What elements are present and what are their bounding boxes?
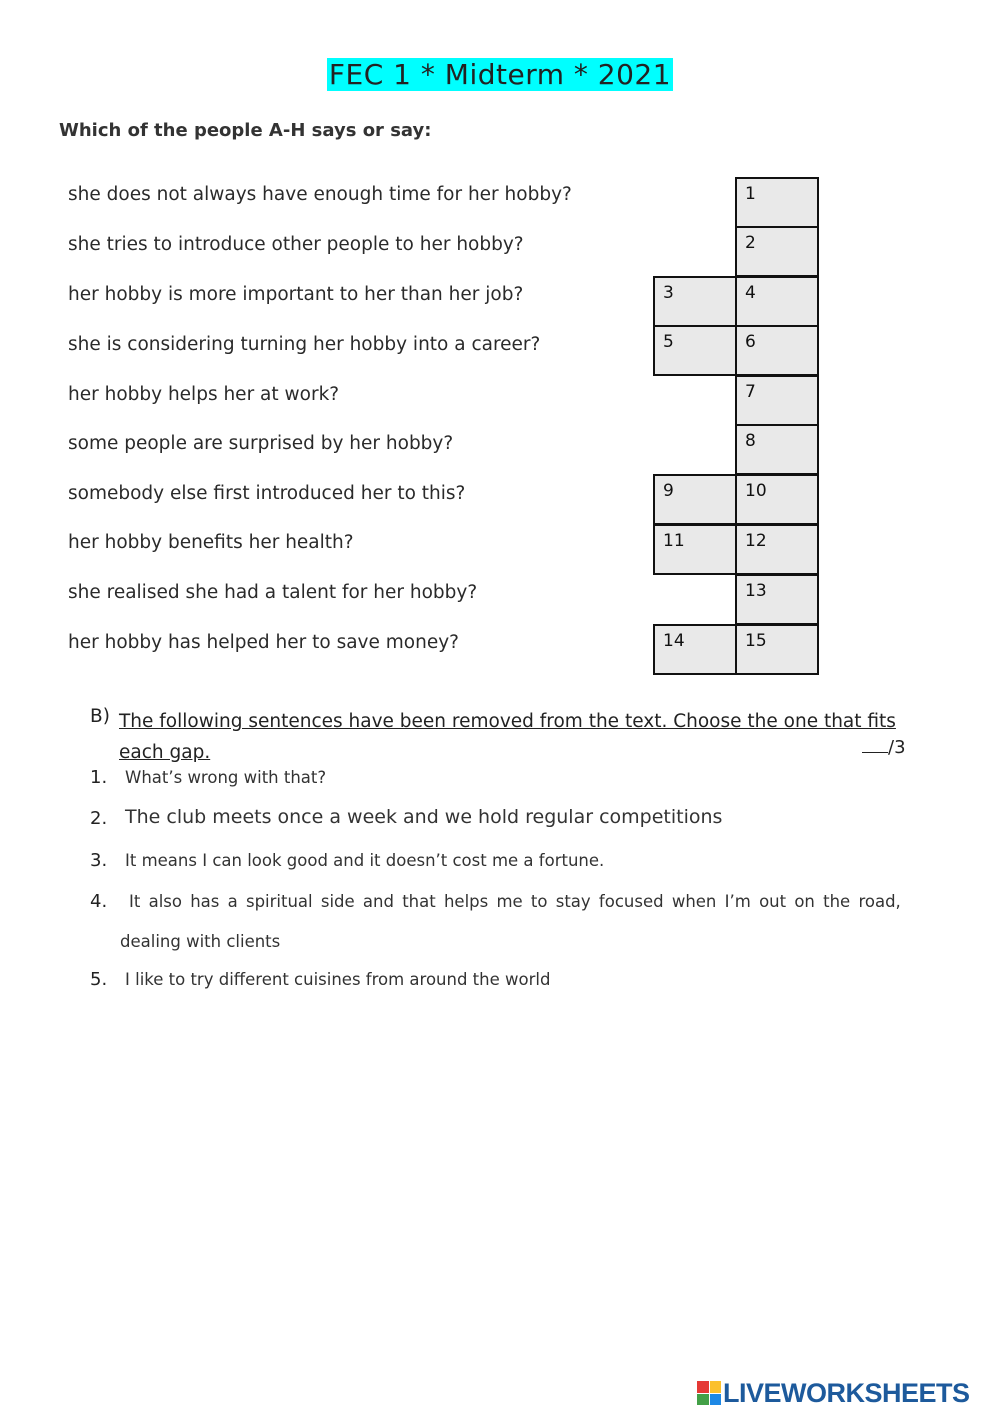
- score-total: /3: [888, 737, 906, 758]
- sentence-4: It also has a spiritual side and that helps me to stay focused when I’m out on the road,: [129, 892, 901, 911]
- logo-text: LIVEWORKSHEETS: [723, 1377, 970, 1408]
- sentence-number-3: 3.: [90, 850, 108, 871]
- answer-box-5[interactable]: 5: [653, 325, 737, 376]
- title-text: FEC 1 * Midterm * 2021: [328, 58, 672, 91]
- question-10: her hobby has helped her to save money?: [68, 632, 459, 653]
- answer-box-3[interactable]: 3: [653, 276, 737, 327]
- sentence-1: What’s wrong with that?: [125, 768, 327, 787]
- sentence-number-1: 1.: [90, 767, 108, 788]
- question-7: somebody else first introduced her to this?: [68, 483, 466, 504]
- sentence-5: I like to try different cuisines from around the world: [125, 970, 551, 989]
- section-b-heading: The following sentences have been removed from the text. Choose the one that fits each gap.: [119, 711, 896, 763]
- question-2: she tries to introduce other people to her hobby?: [68, 234, 524, 255]
- section-b-score: [862, 737, 906, 758]
- section-a-instruction: Which of the people A-H says or say:: [59, 120, 432, 141]
- answer-box-7[interactable]: 7: [735, 375, 819, 426]
- answer-box-12[interactable]: 12: [735, 524, 819, 575]
- sentence-2: The club meets once a week and we hold regular competitions: [125, 806, 723, 828]
- sentence-number-4: 4.: [90, 891, 108, 912]
- answer-box-11[interactable]: 11: [653, 524, 737, 575]
- sentence-number-2: 2.: [90, 808, 108, 829]
- answer-box-15[interactable]: 15: [735, 624, 819, 675]
- answer-box-1[interactable]: 1: [735, 177, 819, 228]
- answer-box-9[interactable]: 9: [653, 474, 737, 525]
- answer-box-4[interactable]: 4: [735, 276, 819, 327]
- question-1: she does not always have enough time for her hobby?: [68, 184, 572, 205]
- answer-box-13[interactable]: 13: [735, 574, 819, 625]
- question-5: her hobby helps her at work?: [68, 384, 340, 405]
- sentence-number-5: 5.: [90, 969, 108, 990]
- question-6: some people are surprised by her hobby?: [68, 433, 454, 454]
- worksheet-title: [0, 58, 1000, 91]
- section-b-label: B): [90, 706, 110, 727]
- sentence-4-continued: dealing with clients: [120, 932, 281, 951]
- question-8: her hobby benefits her health?: [68, 532, 354, 553]
- answer-box-14[interactable]: 14: [653, 624, 737, 675]
- liveworksheets-logo: [697, 1378, 997, 1408]
- question-9: she realised she had a talent for her hobby?: [68, 582, 478, 603]
- question-3: her hobby is more important to her than her job?: [68, 284, 524, 305]
- score-blank[interactable]: [862, 752, 888, 753]
- answer-box-2[interactable]: 2: [735, 226, 819, 277]
- sentence-3: It means I can look good and it doesn’t cost me a fortune.: [125, 851, 605, 870]
- answer-box-8[interactable]: 8: [735, 424, 819, 475]
- answer-box-10[interactable]: 10: [735, 474, 819, 525]
- answer-box-6[interactable]: 6: [735, 325, 819, 376]
- question-4: she is considering turning her hobby into a career?: [68, 334, 541, 355]
- logo-icon: [697, 1381, 721, 1405]
